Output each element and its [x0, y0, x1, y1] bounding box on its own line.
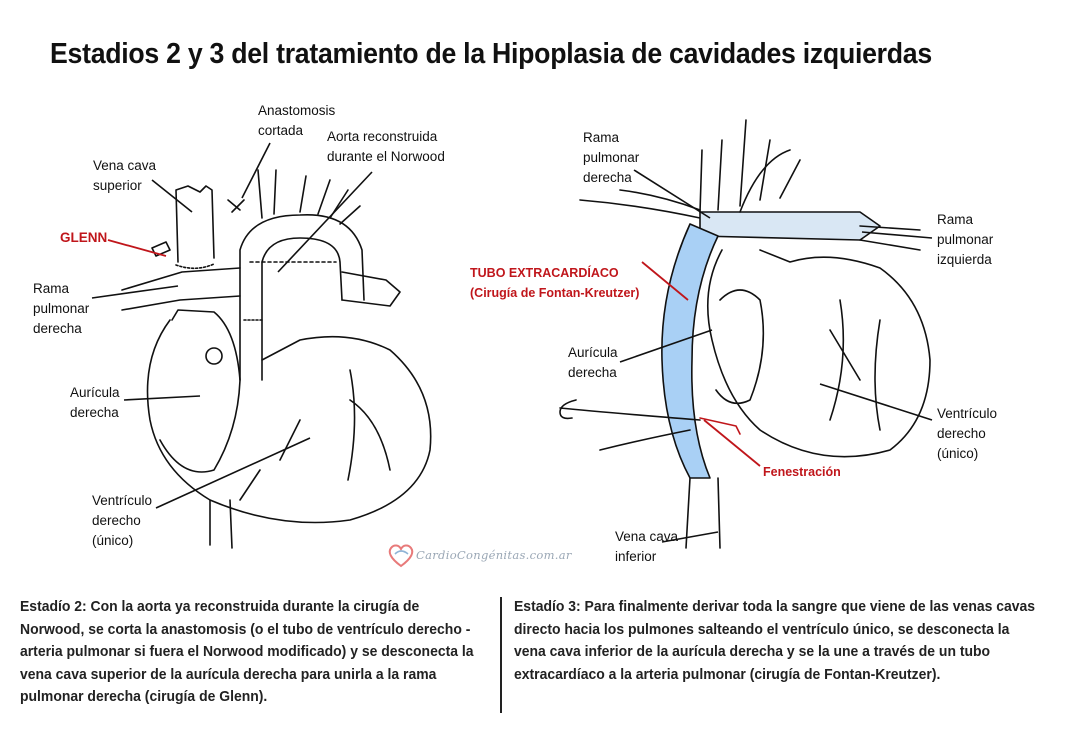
leader-anastomosis	[242, 143, 270, 198]
label-anastomosis-cortada: Anastomosis cortada	[258, 103, 336, 138]
leader-fenestracion	[704, 420, 760, 466]
stage3-caption: Estadío 3: Para finalmente derivar toda la sangre que viene de las venas cavas directo hacia los pulmones salteando el ventrículo único, se desconecta la vena cava inferior de la aurícula derecha y se la une a través de un tubo extracardíaco a la arteria pulmonar (cirugía de Fontan-Kreutzer).	[514, 598, 1036, 683]
label-auricula-derecha-3: Aurícula derecha	[568, 345, 618, 380]
watermark-logo	[386, 540, 586, 570]
stage2-heart-drawing	[122, 170, 431, 548]
label-aorta-reconstruida: Aorta reconstruida durante el Norwood	[327, 129, 445, 164]
page-title: Estadios 2 y 3 del tratamiento de la Hipoplasia de cavidades izquierdas	[50, 38, 932, 70]
label-tubo-extracardiaco: TUBO EXTRACARDÍACO (Cirugía de Fontan-Kreutzer)	[470, 266, 640, 300]
label-glenn: GLENN	[60, 230, 108, 245]
label-auricula-derecha-2: Aurícula derecha	[70, 385, 120, 420]
leader-ventriculo-2	[156, 438, 310, 508]
label-vena-cava-superior-2: Vena cava superior	[93, 158, 157, 193]
label-fenestracion: Fenestración	[763, 465, 841, 479]
label-rama-pulmonar-izquierda-3: Rama pulmonar izquierda	[937, 212, 994, 267]
label-ventriculo-2: Ventrículo derecho (único)	[92, 493, 153, 548]
heart-logo-icon	[386, 540, 416, 570]
label-rama-pulmonar-derecha-2: Rama pulmonar derecha	[33, 281, 90, 336]
leader-auricula-2	[124, 396, 200, 400]
leader-rama-pulmonar-2	[92, 286, 178, 298]
label-vena-cava-inferior-3: Vena cava inferior	[615, 529, 679, 564]
label-rama-pulmonar-derecha-3: Rama pulmonar derecha	[583, 130, 640, 185]
watermark-text: CardioCongénitas.com.ar	[416, 548, 572, 562]
leader-glenn	[108, 240, 166, 256]
label-ventriculo-3: Ventrículo derecho (único)	[937, 406, 998, 461]
leader-vena-cava-superior	[152, 180, 192, 212]
leader-aorta	[278, 172, 372, 272]
caption-divider	[500, 597, 502, 713]
leader-rama-pulmonar-izq-3	[862, 232, 932, 238]
stage2-caption: Estadío 2: Con la aorta ya reconstruida durante la cirugía de Norwood, se corta la anastomosis (o el tubo de ventrículo derecho - arteria pulmonar si fuera el Norwood modificado) y se desconecta la vena cava superior de la aurícula derecha para unirla a la rama pulmonar derecha (cirugía de Glenn).	[20, 598, 474, 705]
